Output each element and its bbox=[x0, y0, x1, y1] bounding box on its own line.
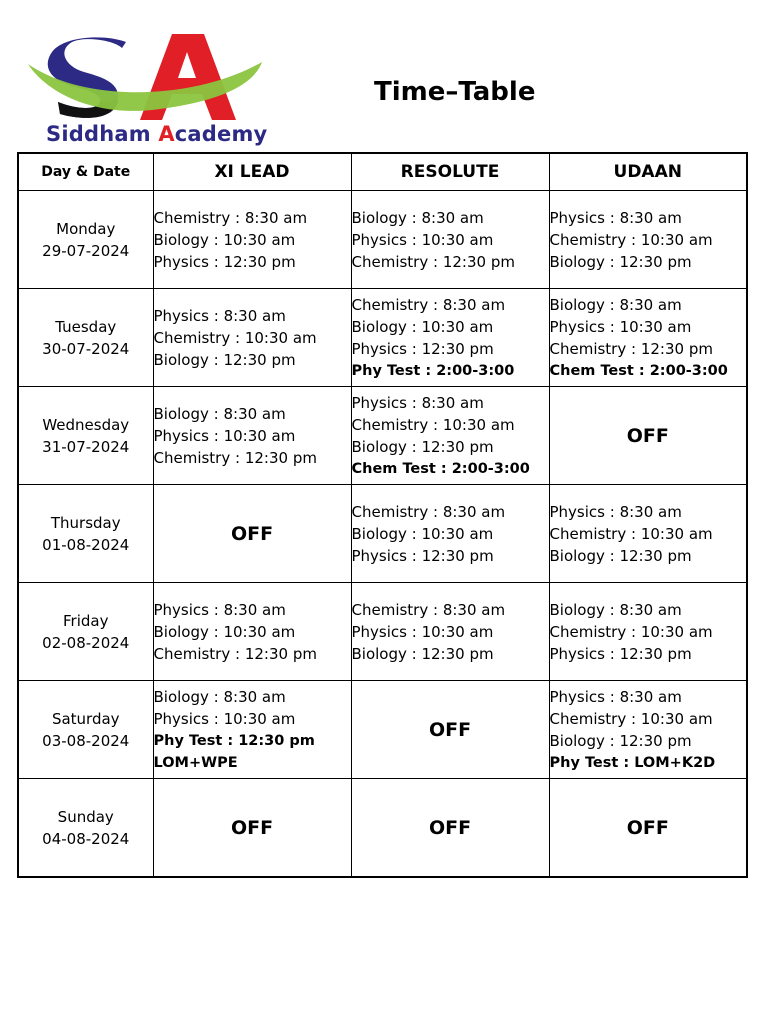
schedule-cell-resolute bbox=[351, 485, 549, 583]
test-slot: Chem Test : 2:00-3:00 bbox=[549, 362, 728, 379]
class-slot: Biology : 12:30 pm bbox=[153, 350, 296, 369]
class-slot: Chemistry : 10:30 am bbox=[549, 230, 713, 249]
class-slot: Physics : 10:30 am bbox=[153, 426, 296, 445]
date: 31-07-2024 bbox=[42, 437, 130, 456]
class-slot: Chemistry : 12:30 pm bbox=[351, 252, 515, 271]
date: 01-08-2024 bbox=[42, 535, 130, 554]
schedule-cell-resolute bbox=[351, 191, 549, 289]
date: 29-07-2024 bbox=[42, 241, 130, 260]
class-slot: Physics : 12:30 pm bbox=[153, 252, 296, 271]
day-name: Saturday bbox=[51, 709, 120, 728]
date: 04-08-2024 bbox=[42, 829, 130, 848]
schedule-cell-resolute bbox=[351, 779, 549, 878]
schedule-cell-xi-lead bbox=[153, 191, 351, 289]
class-slot: Biology : 10:30 am bbox=[351, 524, 494, 543]
schedule-cell-udaan bbox=[549, 779, 747, 878]
timetable bbox=[17, 152, 748, 878]
day-date-cell bbox=[18, 583, 153, 681]
off-label: OFF bbox=[230, 816, 274, 839]
class-slot: Biology : 8:30 am bbox=[351, 208, 484, 227]
class-slot: Physics : 8:30 am bbox=[351, 393, 484, 412]
schedule-cell-udaan bbox=[549, 289, 747, 387]
class-slot: Chemistry : 10:30 am bbox=[549, 524, 713, 543]
table-row bbox=[18, 681, 747, 779]
class-slot: Biology : 10:30 am bbox=[351, 317, 494, 336]
class-slot: Chemistry : 8:30 am bbox=[351, 502, 506, 521]
schedule-cell-xi-lead bbox=[153, 779, 351, 878]
schedule-cell-udaan bbox=[549, 681, 747, 779]
test-slot: Phy Test : LOM+K2D bbox=[549, 754, 716, 771]
table-row bbox=[18, 583, 747, 681]
class-slot: Biology : 12:30 pm bbox=[549, 546, 692, 565]
class-slot: Physics : 8:30 am bbox=[153, 306, 286, 325]
header-row bbox=[18, 153, 747, 191]
schedule-cell-resolute bbox=[351, 387, 549, 485]
table-row bbox=[18, 485, 747, 583]
logo-name-letter-s: S bbox=[46, 122, 62, 146]
date: 30-07-2024 bbox=[42, 339, 130, 358]
logo-name bbox=[46, 122, 267, 146]
class-slot: Chemistry : 8:30 am bbox=[153, 208, 308, 227]
class-slot: Physics : 12:30 pm bbox=[549, 644, 692, 663]
schedule-cell-xi-lead bbox=[153, 289, 351, 387]
off-label: OFF bbox=[428, 816, 472, 839]
off-label: OFF bbox=[626, 816, 669, 839]
test-slot: Phy Test : 2:00-3:00 bbox=[351, 362, 515, 379]
class-slot: Chemistry : 10:30 am bbox=[351, 415, 515, 434]
class-slot: Biology : 12:30 pm bbox=[549, 731, 692, 750]
header-xi-lead: XI LEAD bbox=[153, 153, 351, 191]
class-slot: Chemistry : 8:30 am bbox=[351, 600, 506, 619]
table-row bbox=[18, 289, 747, 387]
schedule-cell-xi-lead bbox=[153, 583, 351, 681]
class-slot: Chemistry : 12:30 pm bbox=[549, 339, 713, 358]
class-slot: Chemistry : 12:30 pm bbox=[153, 448, 317, 467]
day-name: Wednesday bbox=[42, 415, 130, 434]
day-date-cell bbox=[18, 289, 153, 387]
day-name: Sunday bbox=[57, 807, 114, 826]
schedule-cell-resolute bbox=[351, 289, 549, 387]
class-slot: Physics : 12:30 pm bbox=[351, 339, 494, 358]
logo-name-part-2: cademy bbox=[174, 122, 268, 146]
day-name: Thursday bbox=[50, 513, 121, 532]
header-udaan: UDAAN bbox=[549, 153, 747, 191]
test-slot: Chem Test : 2:00-3:00 bbox=[351, 460, 530, 477]
schedule-cell-xi-lead bbox=[153, 681, 351, 779]
day-date-cell bbox=[18, 485, 153, 583]
class-slot: Physics : 10:30 am bbox=[549, 317, 692, 336]
schedule-cell-udaan bbox=[549, 387, 747, 485]
class-slot: Chemistry : 12:30 pm bbox=[153, 644, 317, 663]
date: 03-08-2024 bbox=[42, 731, 130, 750]
class-slot: Physics : 12:30 pm bbox=[351, 546, 494, 565]
schedule-cell-xi-lead bbox=[153, 485, 351, 583]
test-slot: Phy Test : 12:30 pm bbox=[153, 732, 315, 749]
class-slot: Physics : 8:30 am bbox=[549, 687, 682, 706]
logo-name-letter-a: A bbox=[158, 122, 175, 146]
class-slot: Chemistry : 10:30 am bbox=[153, 328, 317, 347]
schedule-cell-xi-lead bbox=[153, 387, 351, 485]
schedule-cell-resolute bbox=[351, 583, 549, 681]
class-slot: Biology : 10:30 am bbox=[153, 230, 296, 249]
class-slot: Biology : 12:30 pm bbox=[351, 437, 494, 456]
day-date-cell bbox=[18, 387, 153, 485]
day-name: Friday bbox=[63, 611, 109, 630]
off-label: OFF bbox=[626, 424, 669, 447]
class-slot: Biology : 12:30 pm bbox=[351, 644, 494, 663]
class-slot: Physics : 10:30 am bbox=[351, 230, 494, 249]
class-slot: Physics : 8:30 am bbox=[549, 502, 682, 521]
class-slot: Physics : 8:30 am bbox=[153, 600, 286, 619]
off-label: OFF bbox=[428, 718, 472, 741]
class-slot: Physics : 10:30 am bbox=[351, 622, 494, 641]
logo-name-part-1: iddham bbox=[61, 122, 159, 146]
class-slot: Chemistry : 10:30 am bbox=[549, 622, 713, 641]
header-day-date: Day & Date bbox=[18, 153, 153, 191]
schedule-cell-udaan bbox=[549, 583, 747, 681]
table-row bbox=[18, 191, 747, 289]
day-name: Tuesday bbox=[55, 317, 117, 336]
schedule-cell-udaan bbox=[549, 191, 747, 289]
class-slot: Biology : 8:30 am bbox=[549, 600, 682, 619]
day-name: Monday bbox=[56, 219, 116, 238]
class-slot: Biology : 8:30 am bbox=[153, 404, 286, 423]
day-date-cell bbox=[18, 779, 153, 878]
day-date-cell bbox=[18, 191, 153, 289]
header-resolute: RESOLUTE bbox=[351, 153, 549, 191]
schedule-cell-resolute bbox=[351, 681, 549, 779]
schedule-cell-udaan bbox=[549, 485, 747, 583]
off-label: OFF bbox=[230, 522, 274, 545]
page-title: Time–Table bbox=[374, 77, 536, 107]
class-slot: Biology : 8:30 am bbox=[549, 295, 682, 314]
table-row bbox=[18, 387, 747, 485]
table-row bbox=[18, 779, 747, 878]
class-slot: Chemistry : 8:30 am bbox=[351, 295, 506, 314]
class-slot: Biology : 8:30 am bbox=[153, 687, 286, 706]
class-slot: Chemistry : 10:30 am bbox=[549, 709, 713, 728]
class-slot: Biology : 12:30 pm bbox=[549, 252, 692, 271]
class-slot: Biology : 10:30 am bbox=[153, 622, 296, 641]
class-slot: Physics : 10:30 am bbox=[153, 709, 296, 728]
test-slot: LOM+WPE bbox=[153, 754, 238, 771]
date: 02-08-2024 bbox=[42, 633, 130, 652]
day-date-cell bbox=[18, 681, 153, 779]
class-slot: Physics : 8:30 am bbox=[549, 208, 682, 227]
